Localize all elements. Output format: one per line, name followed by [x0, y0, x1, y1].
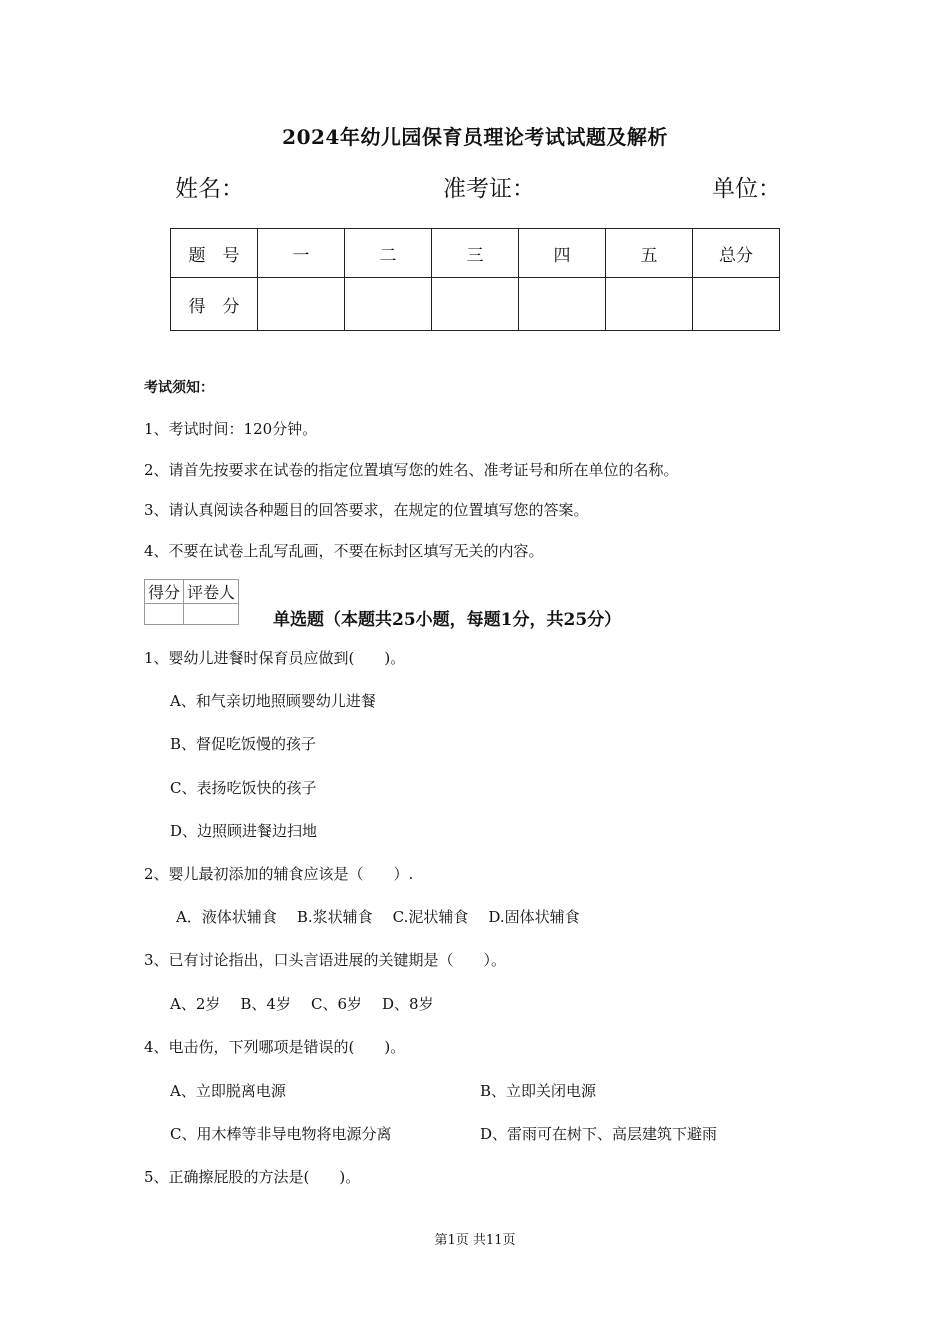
option-a: A．液体状辅食	[176, 908, 277, 926]
score-cell[interactable]	[432, 278, 519, 331]
grader-reviewer-cell[interactable]	[184, 604, 239, 625]
option-c: C、用木棒等非导电物将电源分离	[170, 1125, 392, 1143]
notice-item: 3、请认真阅读各种题目的回答要求，在规定的位置填写您的答案。	[144, 501, 589, 519]
score-cell[interactable]	[606, 278, 693, 331]
notice-heading: 考试须知：	[144, 380, 214, 396]
score-cell[interactable]	[258, 278, 345, 331]
name-label: 姓名：	[175, 176, 244, 202]
score-table-header-row	[171, 229, 780, 278]
question-stem: 2、婴儿最初添加的辅食应该是（ ）.	[144, 865, 414, 883]
question-stem: 5、正确擦屁股的方法是( )。	[144, 1168, 361, 1186]
score-header-cell: 四	[519, 229, 606, 278]
grader-reviewer-label: 评卷人	[184, 580, 239, 604]
score-header-cell: 三	[432, 229, 519, 278]
notice-item: 2、请首先按要求在试卷的指定位置填写您的姓名、准考证号和所在单位的名称。	[144, 461, 679, 479]
grader-score-cell[interactable]	[145, 604, 184, 625]
grader-score-label: 得分	[145, 580, 184, 604]
section-title: 单选题（本题共25小题，每题1分，共25分）	[273, 610, 622, 630]
option-d: D.固体状辅食	[488, 908, 580, 926]
score-header-cell: 题 号	[171, 229, 258, 278]
notice-item: 1、考试时间：120分钟。	[144, 420, 318, 438]
option-c: C、6岁	[310, 995, 362, 1013]
score-table-score-row	[171, 278, 780, 331]
option-row	[176, 906, 600, 927]
score-cell[interactable]	[693, 278, 780, 331]
option-b: B、4岁	[240, 995, 291, 1013]
exam-number-label: 准考证：	[443, 176, 535, 202]
option-b: B.浆状辅食	[296, 908, 373, 926]
notice-item: 4、不要在试卷上乱写乱画，不要在标封区填写无关的内容。	[144, 542, 544, 560]
option-d: D、8岁	[382, 995, 434, 1013]
question-stem: 3、已有讨论指出，口头言语进展的关键期是（ ）。	[144, 951, 507, 969]
score-header-cell: 一	[258, 229, 345, 278]
score-header-cell: 五	[606, 229, 693, 278]
grader-box	[144, 579, 239, 625]
option-b: B、督促吃饭慢的孩子	[170, 735, 317, 753]
page-footer: 第1页 共11页	[434, 1233, 516, 1248]
question-stem: 4、电击伤，下列哪项是错误的( )。	[144, 1038, 406, 1056]
option-a: A、和气亲切地照顾婴幼儿进餐	[170, 692, 376, 710]
score-header-cell: 二	[345, 229, 432, 278]
unit-label: 单位：	[712, 176, 781, 202]
option-a: A、立即脱离电源	[170, 1082, 286, 1100]
option-a: A、2岁	[170, 995, 221, 1013]
score-cell[interactable]	[345, 278, 432, 331]
option-d: D、雷雨可在树下、高层建筑下避雨	[480, 1125, 718, 1143]
score-header-cell: 总分	[693, 229, 780, 278]
question-stem: 1、婴幼儿进餐时保育员应做到( )。	[144, 649, 406, 667]
option-b: B、立即关闭电源	[480, 1082, 597, 1100]
option-c: C.泥状辅食	[392, 908, 469, 926]
score-row-label: 得 分	[171, 278, 258, 331]
score-cell[interactable]	[519, 278, 606, 331]
option-row	[170, 993, 454, 1014]
page-title: 2024年幼儿园保育员理论考试试题及解析	[282, 125, 668, 149]
option-c: C、表扬吃饭快的孩子	[170, 779, 317, 797]
score-table	[170, 228, 780, 331]
option-d: D、边照顾进餐边扫地	[170, 822, 318, 840]
